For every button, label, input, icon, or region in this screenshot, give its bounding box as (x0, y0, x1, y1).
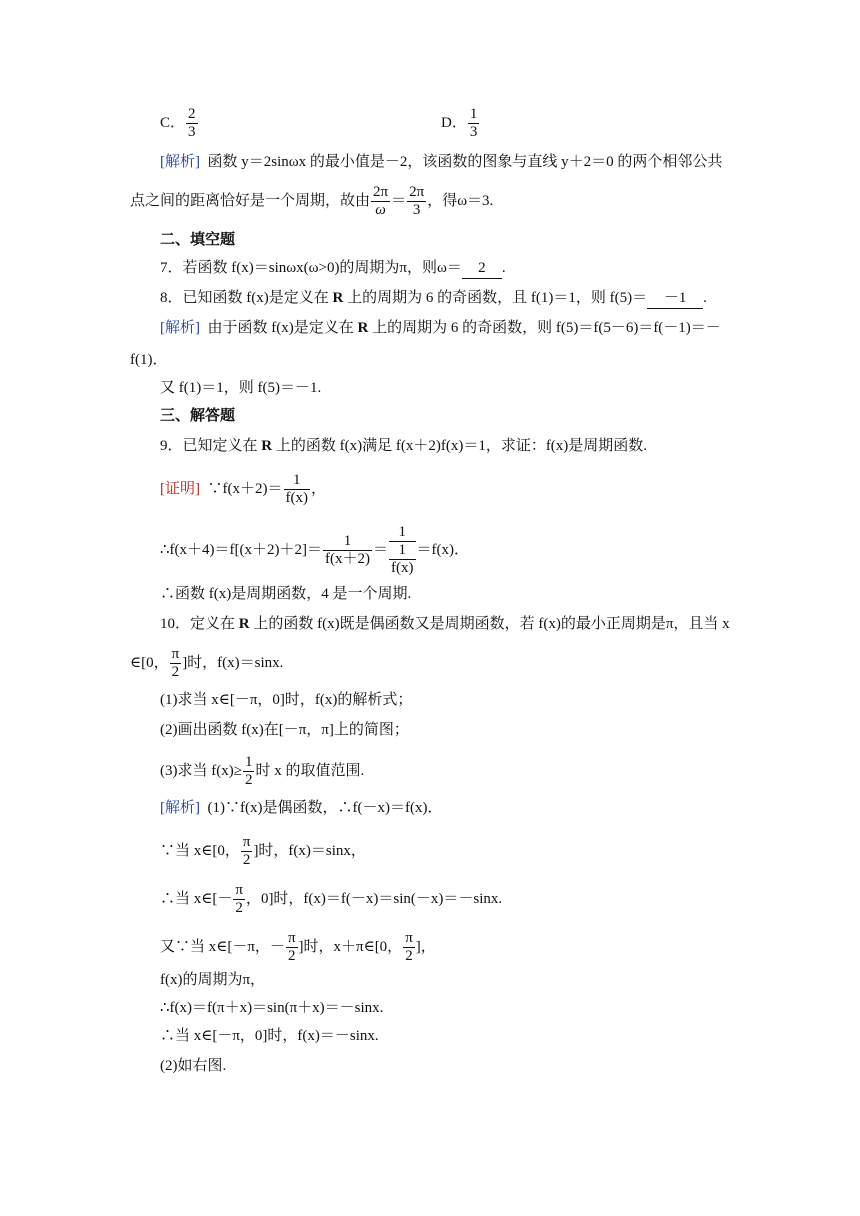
solution10-text: (1)∵f(x)是偶函数，∴f(－x)＝f(x)． (207, 800, 443, 816)
fraction-num: 1 (244, 754, 253, 770)
fraction-pi-2 (403, 930, 415, 965)
question-8 (160, 288, 707, 309)
period: . (703, 290, 707, 306)
equals-sign: ＝ (391, 192, 407, 209)
fraction-num: 1 (389, 524, 416, 542)
inner-fraction (389, 542, 416, 577)
proof9-line1 (160, 472, 326, 507)
solution10-line5: f(x)的周期为π， (160, 972, 266, 988)
fraction-pi-2 (233, 882, 245, 917)
fraction-den: ω (375, 202, 386, 218)
fraction-num: π (287, 930, 296, 946)
fraction-num: π (242, 834, 251, 850)
proof9-text: ∴f(x＋4)＝f[(x＋2)＋2]＝ (160, 541, 323, 558)
solution10-line3 (160, 882, 502, 917)
solution8-line2: f(1)． (130, 352, 168, 368)
option-d-den: 3 (469, 124, 478, 140)
real-set-symbol: R (261, 438, 273, 454)
question-10-text: 时 x 的取值范围. (255, 762, 365, 779)
question-10-part3 (160, 754, 364, 789)
question-7-text: 7．若函数 f(x)＝sinωx(ω>0)的周期为π，则ω＝ (160, 260, 462, 276)
fraction-num: π (405, 930, 413, 946)
option-c-fraction (186, 106, 198, 141)
proof9-text: ＝f(x)． (416, 541, 470, 558)
solution10-line4 (160, 930, 436, 965)
option-c (160, 106, 199, 141)
solution10-line6: ∴f(x)＝f(π＋x)＝sin(π＋x)＝－sinx. (160, 1000, 384, 1016)
fraction-den: 2 (244, 772, 253, 788)
fraction-pi-2 (286, 930, 298, 965)
option-d-fraction (468, 106, 480, 141)
proof9-line3: ∴函数 f(x)是周期函数，4 是一个周期. (160, 586, 412, 602)
real-set-symbol: R (357, 320, 369, 336)
fraction-den: 3 (412, 202, 421, 218)
solution6-text2: 点之间的距离恰好是一个周期，故由 (130, 192, 371, 209)
question-9-text: 9．已知定义在 (160, 438, 262, 454)
comma: ， (311, 480, 327, 497)
fraction-den: 2 (405, 948, 413, 964)
section-heading-fill-in: 二、填空题 (160, 232, 236, 248)
solution10-line7: ∴当 x∈[－π，0]时，f(x)＝－sinx. (160, 1028, 379, 1044)
solution-tag: [解析] (160, 320, 200, 336)
solution-tag: [解析] (160, 154, 200, 170)
fraction-1-fx (284, 472, 311, 507)
fraction-den: f(x) (391, 560, 414, 576)
question-8-text: 上的周期为 6 的奇函数，且 f(1)＝1，则 f(5)＝ (343, 290, 648, 306)
fraction-den: 2 (242, 852, 251, 868)
equals-sign: ＝ (373, 541, 389, 558)
question-8-text: 8．已知函数 f(x)是定义在 (160, 290, 333, 306)
complex-fraction (389, 524, 416, 577)
solution8-text: 上的周期为 6 的奇函数，则 f(5)＝f(5－6)＝f(－1)＝－ (368, 320, 721, 336)
period: . (501, 260, 506, 276)
question-8-answer: －1 (647, 288, 703, 309)
fraction-1-fx2 (323, 533, 372, 568)
solution10-line1 (160, 798, 442, 818)
option-c-num: 2 (188, 106, 196, 122)
question-10-text: ∈[0， (130, 654, 169, 671)
fraction-2pi-3 (407, 184, 426, 219)
real-set-symbol: R (332, 290, 344, 306)
solution10-text: 又∵当 x∈[－π，－ (160, 938, 285, 955)
fraction-num: 1 (284, 472, 311, 490)
fraction-den: 2 (235, 900, 243, 916)
question-7-answer: 2 (462, 258, 502, 279)
question-9-text: 上的函数 f(x)满足 f(x＋2)f(x)＝1，求证：f(x)是周期函数. (272, 438, 648, 454)
solution10-text: ]时，f(x)＝sinx， (253, 842, 366, 859)
fraction-den: f(x＋2) (325, 551, 371, 567)
question-10-text: 10．定义在 (160, 616, 239, 632)
fraction-den: 2 (287, 948, 296, 964)
solution8-line3: 又 f(1)＝1，则 f(5)＝－1. (160, 380, 322, 396)
solution6-text3: ，得ω＝3. (427, 192, 494, 209)
fraction-2pi-omega (371, 184, 390, 219)
option-d-label: D． (441, 114, 467, 131)
fraction-num: 2π (409, 184, 425, 200)
fraction-num: 1 (389, 542, 416, 560)
solution8-line1 (160, 318, 721, 338)
fraction-pi-2 (170, 646, 182, 681)
question-10-line1 (160, 614, 730, 634)
option-d (441, 106, 480, 141)
proof9-line2 (160, 524, 469, 577)
solution10-line2 (160, 834, 366, 869)
question-10-text: (3)求当 f(x)≥ (160, 762, 242, 779)
solution6-line1 (160, 152, 722, 172)
solution10-text: ，0]时，f(x)＝f(－x)＝sin(－x)＝－sinx. (245, 890, 503, 907)
proof-tag: [证明] (160, 480, 200, 497)
question-9 (160, 436, 647, 456)
solution6-text1: 函数 y＝2sinωx 的最小值是－2，该函数的图象与直线 y＋2＝0 的两个相邻公共 (207, 154, 723, 170)
fraction-pi-2 (241, 834, 253, 869)
solution8-text: 由于函数 f(x)是定义在 (207, 320, 358, 336)
solution10-text: ∵当 x∈[0， (160, 842, 240, 859)
option-c-label: C． (160, 114, 186, 131)
solution10-text: ]， (415, 938, 436, 955)
solution10-line8: (2)如右图. (160, 1058, 227, 1074)
fraction-num: 1 (323, 533, 372, 551)
fraction-num: π (235, 882, 243, 898)
question-10-part1: (1)求当 x∈[－π，0]时，f(x)的解析式； (160, 692, 413, 708)
solution-tag: [解析] (160, 800, 200, 816)
section-heading-answers: 三、解答题 (160, 408, 236, 424)
option-c-den: 3 (188, 124, 196, 140)
option-d-num: 1 (469, 106, 478, 122)
proof9-text: ∵f(x＋2)＝ (207, 480, 283, 497)
fraction-num: 2π (373, 184, 389, 200)
fraction-1-2 (243, 754, 255, 789)
question-7 (160, 258, 506, 279)
solution10-text: ]时，x＋π∈[0， (298, 938, 403, 955)
solution6-line2 (130, 184, 493, 219)
fraction-num: π (171, 646, 180, 662)
fraction-den: f(x) (285, 490, 308, 506)
question-10-part2: (2)画出函数 f(x)在[－π，π]上的简图； (160, 722, 409, 738)
real-set-symbol: R (238, 616, 250, 632)
solution10-text: ∴当 x∈[－ (160, 890, 233, 907)
question-10-text: 上的函数 f(x)既是偶函数又是周期函数，若 f(x)的最小正周期是π，且当 x (249, 616, 730, 632)
question-10-line2 (130, 646, 283, 681)
question-10-text: ]时，f(x)＝sinx. (182, 654, 284, 671)
fraction-den: 2 (171, 664, 180, 680)
